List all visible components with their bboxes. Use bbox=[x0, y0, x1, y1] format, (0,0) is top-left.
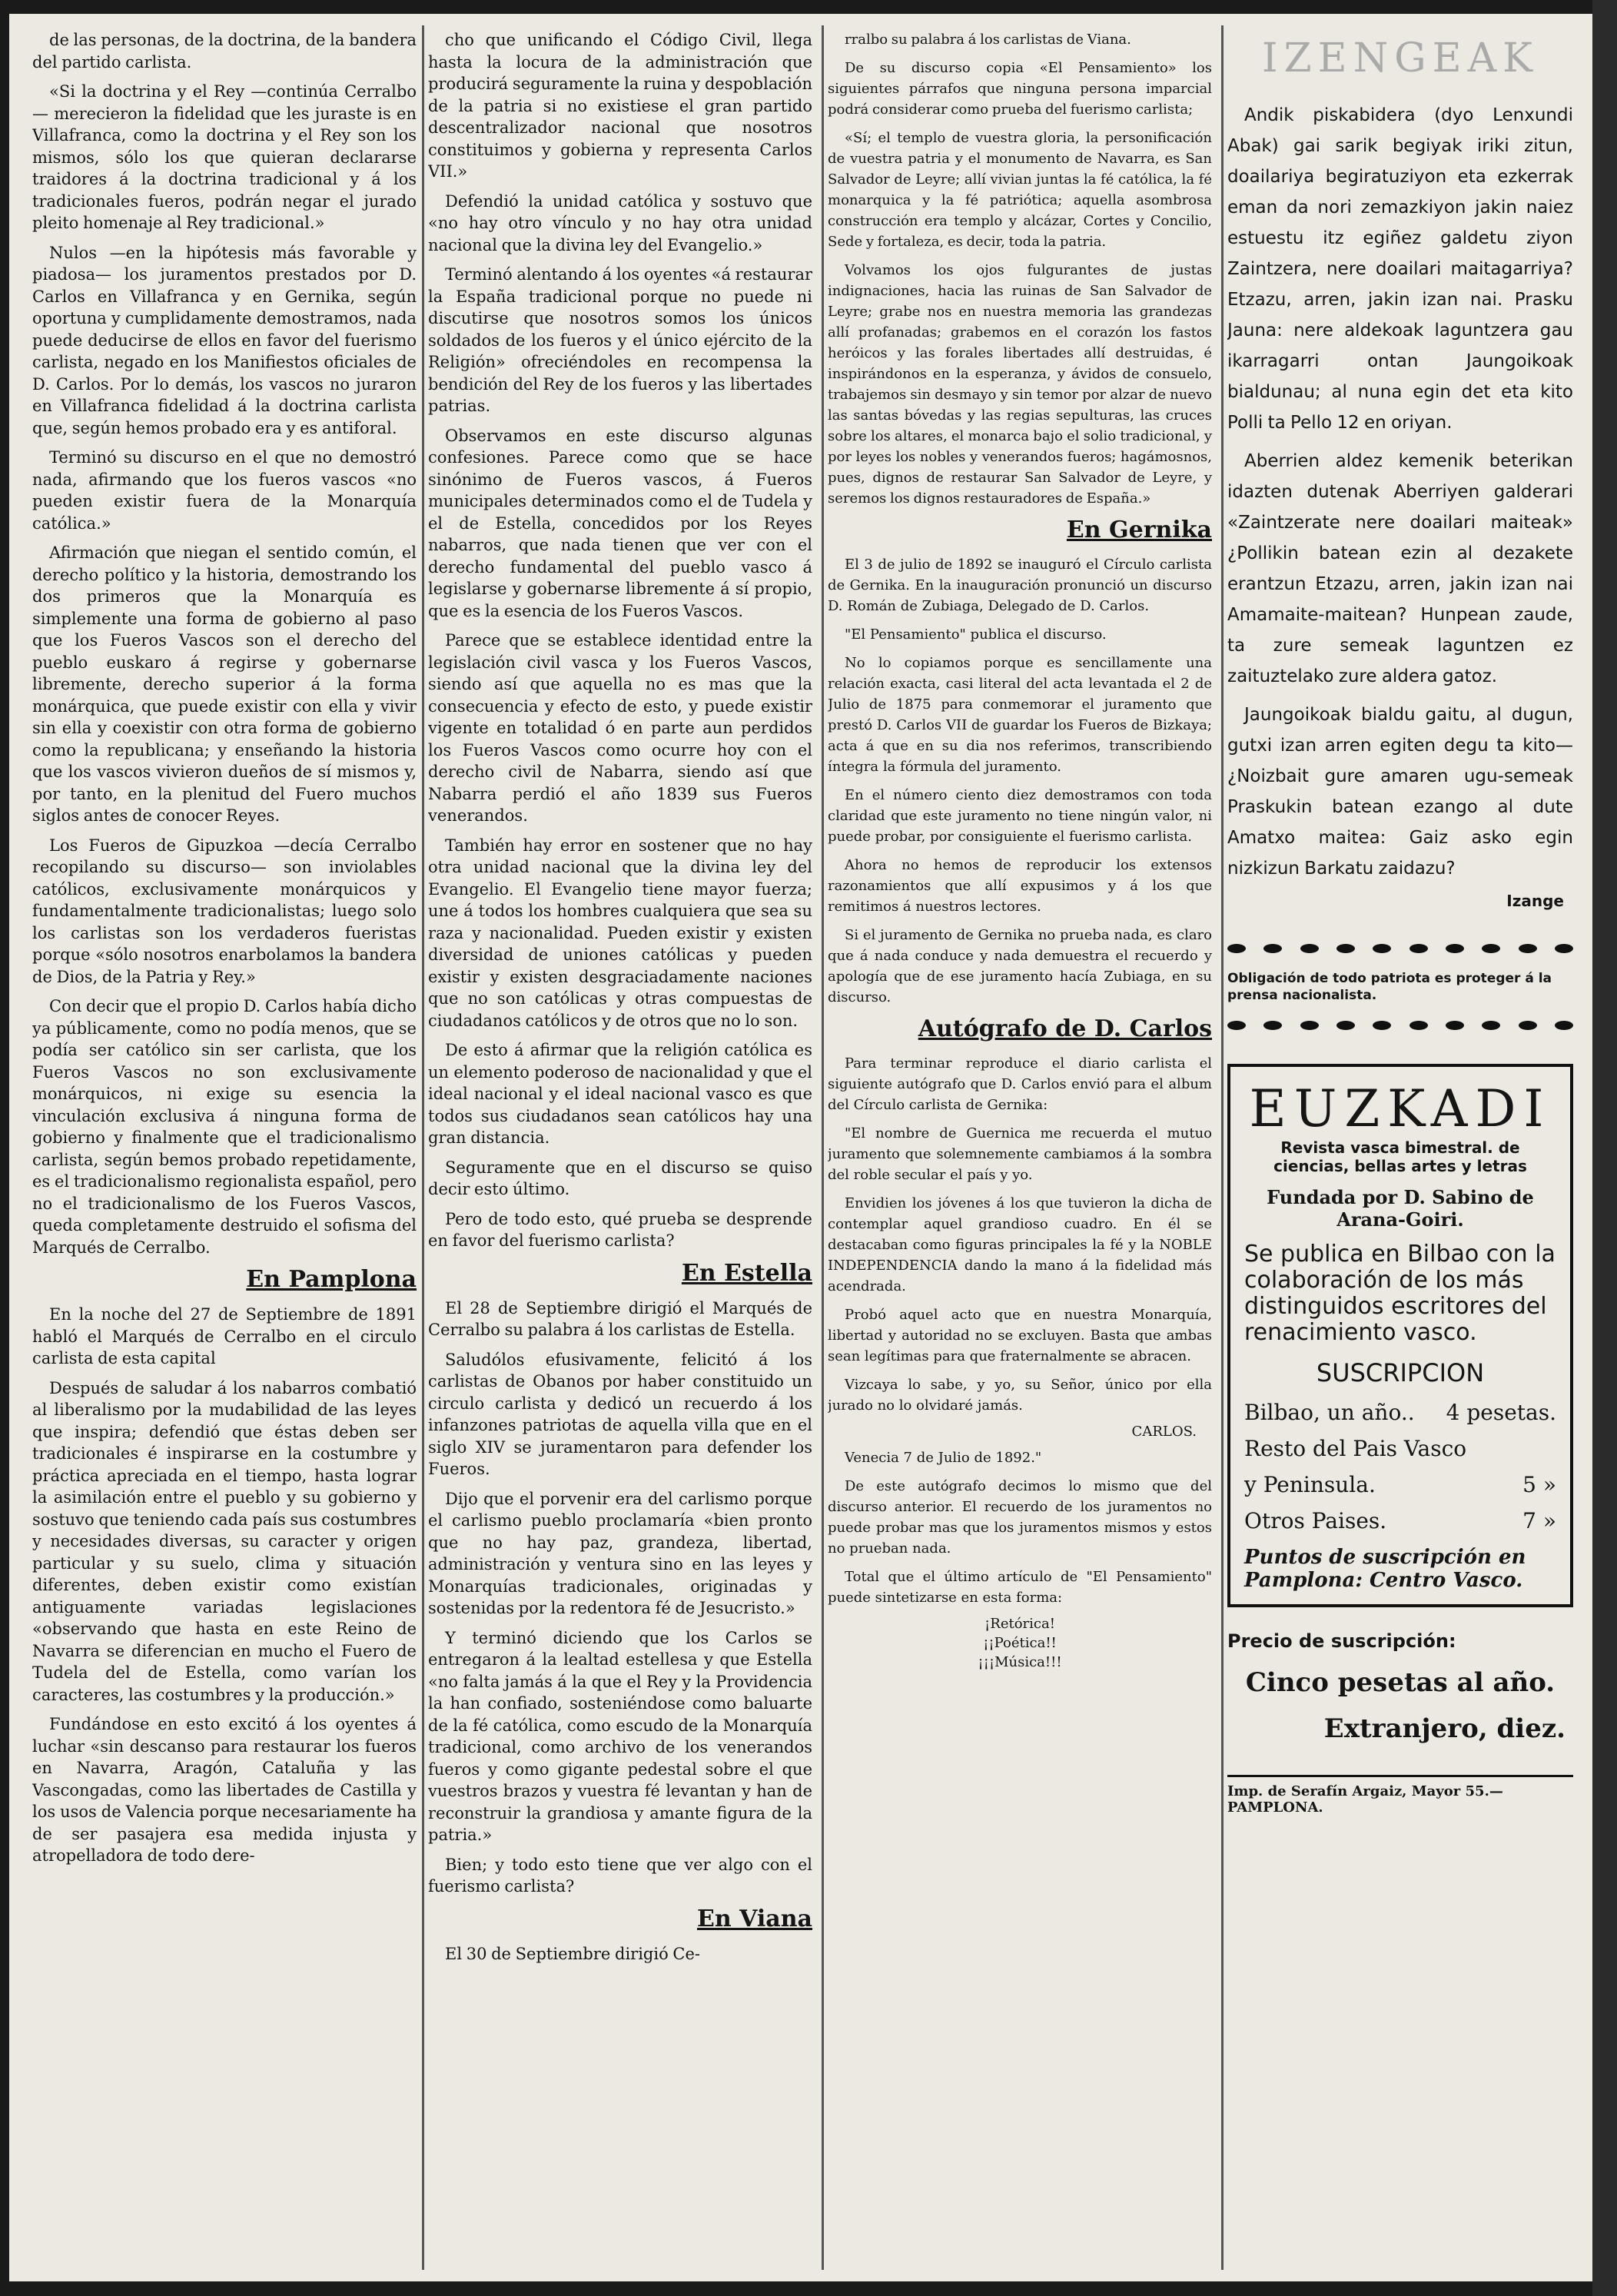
price-label: Bilbao, un año.. bbox=[1244, 1400, 1415, 1425]
price-line: Cinco pesetas al año. bbox=[1245, 1667, 1556, 1698]
ornament-divider bbox=[1227, 933, 1573, 964]
price-row bbox=[1244, 1400, 1556, 1425]
paragraph: Andik piskabidera (dyo Lenxundi Abak) gai sarik begiyak iriki zitun, doailariya begiratuziyon eta ezkerrak eman da nori zemazkiyon jakin naiez estuestu itz egiñez galdetu ziyon Zaintzera, nere doailari maitagarriya? Etzazu, arren, jakin izan nai. Prasku Jauna: nere aldekoak laguntzera gau ikarragarri ontan Jaungoikoak bialdunau; al nuna egin det eta kito Polli ta Pello 12 en oriyan. bbox=[1227, 105, 1573, 433]
column-rule bbox=[422, 25, 424, 2270]
paragraph: "El nombre de Guernica me recuerda el mutuo juramento que solemnemente cambiamos á la sombra del roble secular el país y yo. bbox=[828, 1125, 1212, 1183]
paragraph: El 30 de Septiembre dirigió Ce- bbox=[445, 1944, 700, 1963]
ad-description: Se publica en Bilbao con la colaboración de los más distinguidos escritores del renacimiento vasco. bbox=[1244, 1241, 1556, 1346]
paragraph: Terminó su discurso en el que no demostró nada, afirmando que los fueros vascos «no pueden existir fuera de la Monarquía católica.» bbox=[32, 448, 417, 533]
paragraph: «Si la doctrina y el Rey —continúa Cerralbo— merecieron la fidelidad que les juraste is en Villafranca, como la doctrina y el Rey son los mismos, sólo los que quieran declararse traidores á la doctrina tradicional y á los tradicionales fueros, podrán negar el jurado pleito homenaje al Rey tradicional.» bbox=[32, 82, 417, 232]
paragraph: No lo copiamos porque es sencillamente una relación exacta, casi literal del acta levantada el 2 de Julio de 1875 para conmemorar el juramento que prestó D. Carlos VII de guardar los Fueros de Bizkaya; acta á que en su dia nos referimos, transcribiendo íntegra la fórmula del juramento. bbox=[828, 655, 1212, 775]
column-1 bbox=[32, 29, 417, 2266]
paragraph: Nulos —en la hipótesis más favorable y piadosa— los juramentos prestados por D. Carlos en Villafranca y en Gernika, según oportuna y cumplidamente demostramos, nada puede deducirse de ellos en favor del fuerismo carlista, negado en los Manifiestos oficiales de D. Carlos. Por lo demás, los vascos no juraron en Villafranca fidelidad á la doctrina carlista que, según hemos probado era y es antiforal. bbox=[32, 243, 417, 437]
section-heading-estella: En Estella bbox=[681, 1259, 812, 1287]
paragraph: Aberrien aldez kemenik beterikan idazten dutenak Aberriyen galderari «Zaintzerate nere doailari maiteak» ¿Pollikin batean ezin al dezakete erantzun Etzazu, arren, jakin izan nai Amamaite-maitean? Hunpean zaude, ta zure semeak laguntzen ez zaituztelako zure aldera gatoz. bbox=[1227, 451, 1573, 686]
section-heading-pamplona: En Pamplona bbox=[246, 1266, 417, 1293]
ad-points: Puntos de suscripción en Pamplona: Centro Vasco. bbox=[1244, 1546, 1526, 1592]
ad-subscription-heading: SUSCRIPCION bbox=[1316, 1358, 1485, 1387]
paragraph: rralbo su palabra á los carlistas de Viana. bbox=[845, 32, 1131, 48]
column-rule bbox=[822, 25, 824, 2270]
section-heading-viana: En Viana bbox=[697, 1905, 812, 1932]
paragraph: Los Fueros de Gipuzkoa —decía Cerralbo recopilando su discurso— son inviolables católicos, exclusivamente monárquicos y fundamentalmente tradicionalistas; luego solo los carlistas son los verdaderos fueristas porque «sólo nosotros enarbolamos la bandera de Dios, de la Patria y Rey.» bbox=[32, 836, 417, 986]
column-masthead: IZENGEAK bbox=[1261, 35, 1539, 81]
column-rule bbox=[1221, 25, 1224, 2270]
paragraph: «Sí; el templo de vuestra gloria, la personificación de vuestra patria y el monumento de Navarra, es San Salvador de Leyre; allí vivian juntas la fé católica, la fé monarquica y la fé patriótica; aquella asombrosa construcción era templo y alcázar, Cortes y Concilio, Sede y fortaleza, es decir, toda la patria. bbox=[828, 130, 1212, 250]
paragraph: cho que unificando el Código Civil, llega hasta la locura de la administración que producirá seguramente la ruina y despoblación de la patria si no existiese el gran partido descentralizador nacional que nosotros constituimos y gobierna y representa Carlos VII.» bbox=[428, 31, 812, 181]
paragraph: Con decir que el propio D. Carlos había dicho ya públicamente, como no podía menos, que se podía ser católico sin ser carlista, que los Fueros Vascos no son exclusivamente monárquicos, ni exige su esencia la vinculación exclusiva á ninguna forma de gobierno y finalmente que el tradicionalismo carlista, según bemos probado repetidamente, es el tradicionalismo regionalista español, pero no el tradicionalismo de los Fueros Vascos, queda completamente destruido el sofisma del Marqués de Cerralbo. bbox=[32, 997, 417, 1257]
closing-line: ¡¡¡Música!!! bbox=[978, 1654, 1062, 1670]
price-row bbox=[1244, 1472, 1556, 1497]
page-edge bbox=[1592, 0, 1617, 2296]
dateline: Venecia 7 de Julio de 1892." bbox=[845, 1450, 1042, 1466]
closing-line: ¡¡Poética!! bbox=[983, 1635, 1057, 1651]
paragraph: de las personas, de la doctrina, de la bandera del partido carlista. bbox=[32, 31, 417, 71]
ad-title: EUZKADI bbox=[1249, 1079, 1552, 1138]
ad-founded: Fundada por D. Sabino de Arana-Goiri. bbox=[1267, 1186, 1534, 1231]
price-label: y Peninsula. bbox=[1244, 1472, 1376, 1497]
closing-line: ¡Retórica! bbox=[984, 1616, 1055, 1632]
paragraph: Si el juramento de Gernika no prueba nada, es claro que á nada conduce y nada demuestra el recuerdo y apología que de ese juramento hacía Zubiaga, en su discurso. bbox=[828, 927, 1212, 1005]
letter-signature: CARLOS. bbox=[1131, 1424, 1197, 1440]
price-value: 4 pesetas. bbox=[1446, 1400, 1556, 1425]
paragraph: Envidien los jóvenes á los que tuvieron la dicha de contemplar aquel grandioso cuadro. En él se destacaban como figuras principales la fé y la NOBLE INDEPENDENCIA dando la mano á la fidelidad más acendrada. bbox=[828, 1195, 1212, 1294]
paragraph: Observamos en este discurso algunas confesiones. Parece como que se hace sinónimo de Fueros vascos, á Fueros municipales determinados como el de Tudela y el de Estella, concedidos por los Reyes nabarros, que nada tienen que ver con el derecho fundamental del pueblo vasco á legislarse y gobernarse libremente á sí propio, que es la esencia de los Fueros Vascos. bbox=[428, 426, 812, 620]
paragraph: Volvamos los ojos fulgurantes de justas indignaciones, hacia las ruinas de San Salvador de Leyre; grabe nos en nuestra memoria las grandezas allí profanadas; grabemos en el corazón los fastos heróicos y las forales libertades allí destruidas, é inspirándonos en la esperanza, y ávidos de consuelo, trabajemos sin desmayo y sin temor por alzar de nuevo las santas bóvedas y las regias sepulturas, las cruces sobre los altares, el monarca bajo el solio tradicional, y por leyes los nobles y venerandos fueros; hagámosnos, pues, dignos de restaurar San Salvador de Leyre, y seremos los dignos restauradores de España.» bbox=[828, 262, 1212, 507]
section-heading-gernika: En Gernika bbox=[1066, 517, 1212, 543]
paragraph: Dijo que el porvenir era del carlismo porque el carlismo pueblo proclamaría «bien pronto que no hay paz, grandeza, libertad, administración y ventura sino en las leyes y Monarquías tradicionales, originadas y sostenidas por la redentora fé de Jesucristo.» bbox=[428, 1489, 812, 1617]
paragraph: De esto á afirmar que la religión católica es un elemento poderoso de nacionalidad y que el ideal nacional y el ideal nacional vasco es que todos sus ciudadanos sean católicos hay una gran distancia. bbox=[428, 1041, 812, 1147]
paragraph: "El Pensamiento" publica el discurso. bbox=[845, 626, 1107, 643]
paragraph: Para terminar reproduce el diario carlista el siguiente autógrafo que D. Carlos envió para el album del Círculo carlista de Gernika: bbox=[828, 1055, 1212, 1113]
newspaper-page bbox=[9, 14, 1592, 2281]
paragraph: Pero de todo esto, qué prueba se desprende en favor del fuerismo carlista? bbox=[428, 1209, 812, 1250]
euzkadi-advertisement bbox=[1227, 1064, 1573, 1607]
paragraph: El 3 de julio de 1892 se inauguró el Círculo carlista de Gernika. En la inauguración pronunció un discurso D. Román de Zubiaga, Delegado de D. Carlos. bbox=[828, 557, 1212, 614]
ad-subtitle: Revista vasca bimestral. de ciencias, bellas artes y letras bbox=[1273, 1138, 1527, 1175]
price-line: Extranjero, diez. bbox=[1323, 1713, 1566, 1744]
ornament-divider bbox=[1227, 1010, 1573, 1041]
paragraph: Probó aquel acto que en nuestra Monarquía, libertad y autoridad no se excluyen. Basta que ambas sean legítimas para que fraternalmente se abracen. bbox=[828, 1307, 1212, 1364]
paragraph: Afirmación que niegan el sentido común, el derecho político y la historia, demostrando los dos primeros que la Monarquía es simplemente una forma de gobierno al paso que los Fueros Vascos son el derecho del pueblo euskaro á regirse y gobernarse libremente, derecho superior á la forma monárquica, que puede existir con ella y vivir sin ella y coexistir con otra forma de gobierno como la republicana; y enseñando la historia que los vascos vivieron dueños de sí mismos y, por tanto, en la plenitud del Fuero muchos siglos antes de conocer Reyes. bbox=[32, 543, 417, 825]
imprint: Imp. de Serafín Argaiz, Mayor 55.—PAMPLONA. bbox=[1227, 1775, 1573, 1816]
paragraph: Vizcaya lo sabe, y yo, su Señor, único por ella jurado no lo olvidaré jamás. bbox=[828, 1377, 1212, 1414]
section-heading-autografo: Autógrafo de D. Carlos bbox=[918, 1015, 1212, 1042]
paragraph: El 28 de Septiembre dirigió el Marqués de Cerralbo su palabra á los carlistas de Estella. bbox=[428, 1298, 812, 1339]
paragraph: En la noche del 27 de Septiembre de 1891 habló el Marqués de Cerralbo en el circulo carlista de esta capital bbox=[32, 1305, 417, 1367]
price-row bbox=[1244, 1508, 1556, 1533]
price-title: Precio de suscripción: bbox=[1227, 1630, 1456, 1652]
press-notice: Obligación de todo patriota es proteger á la prensa nacionalista. bbox=[1227, 971, 1552, 1003]
paragraph: Después de saludar á los nabarros combatió al liberalismo por la mudabilidad de las leyes que inspira; defendió que éstas deben ser tradicionales é inspirarse en la costumbre y práctica apreciada en el tiempo, hasta lograr la asimilación entre el pueblo y su gobierno y sostuvo que teniendo cada país sus costumbres y necesidades diversas, su caracter y origen particular y su suelo, clima y situación diferentes, deben existir como existían antiguamente variadas legislaciones «observando que hasta en este Reino de Navarra se diferencian en mucho el Fuero de Tudela del de Estella, como varían los caracteres, las costumbres y la producción.» bbox=[32, 1378, 417, 1704]
author-signature: Izange bbox=[1506, 892, 1564, 910]
price-label: Resto del Pais Vasco bbox=[1244, 1436, 1467, 1461]
paragraph: Bien; y todo esto tiene que ver algo con el fuerismo carlista? bbox=[428, 1855, 812, 1896]
paragraph: Saludólos efusivamente, felicitó á los carlistas de Obanos por haber constituido un circulo carlista y dedicó un recuerdo á los infanzones patriotas de aquella villa que en el siglo XIV se juramentaron para defender los Fueros. bbox=[428, 1350, 812, 1478]
price-label: Otros Paises. bbox=[1244, 1508, 1387, 1533]
paragraph: De su discurso copia «El Pensamiento» los siguientes párrafos que ninguna persona imparcial podrá considerar como prueba del fuerismo carlista; bbox=[828, 60, 1212, 118]
paragraph: De este autógrafo decimos lo mismo que del discurso anterior. El recuerdo de los juramentos no puede probar mas que los juramentos mismos y estos no prueban nada. bbox=[828, 1478, 1212, 1557]
price-value: 7 » bbox=[1522, 1508, 1556, 1533]
paragraph: Fundándose en esto excitó á los oyentes á luchar «sin descanso para restaurar los fueros en Navarra, Aragón, Cataluña y las Vascongadas, como las libertades de Castilla y los usos de Valencia porque necesariamente ha de ser pasajera esa medida injusta y atropelladora de todo dere- bbox=[32, 1715, 417, 1865]
column-3 bbox=[828, 29, 1212, 2266]
paragraph: En el número ciento diez demostramos con toda claridad que este juramento no tiene ningún valor, ni puede probar, por consiguiente el fuerismo carlista. bbox=[828, 787, 1212, 845]
paragraph: Jaungoikoak bialdu gaitu, al dugun, gutxi izan arren egiten degu ta kito—¿Noizbait gure amaren ugu-semeak Praskukin batean ezango al dute Amatxo maitea: Gaiz asko egin nizkizun Barkatu zaidazu? bbox=[1227, 705, 1573, 879]
column-2 bbox=[428, 29, 812, 2266]
paragraph: Ahora no hemos de reproducir los extensos razonamientos que allí expusimos y á los que remitimos á nuestros lectores. bbox=[828, 857, 1212, 915]
paragraph: Parece que se establece identidad entre la legislación civil vasca y los Fueros Vascos, siendo así que aquella no es mas que la consecuencia y efecto de esto, y puede existir vigente en totalidad ó en parte aun perdidos los Fueros Vascos como ocurre hoy con el derecho civil de Nabarra, siendo así que Nabarra perdió el año 1839 sus Fueros venerandos. bbox=[428, 631, 812, 825]
price-value: 5 » bbox=[1522, 1472, 1556, 1497]
column-4 bbox=[1227, 29, 1573, 2266]
paragraph: Y terminó diciendo que los Carlos se entregaron á la lealtad estellesa y que Estella «no falta jamás á la que el Rey y la Providencia la han confiado, sosteniéndose como baluarte de la fé católica, como escudo de la Monarquía tradicional, como archivo de los venerandos fueros y como gigante pedestal sobre el que vuestros brazos y vuestra fé levantan y han de reconstruir la grandiosa y amante figura de la patria.» bbox=[428, 1628, 812, 1844]
paragraph: Seguramente que en el discurso se quiso decir esto último. bbox=[428, 1158, 812, 1198]
paragraph: Defendió la unidad católica y sostuvo que «no hay otro vínculo y no hay otra unidad nacional que la divina ley del Evangelio.» bbox=[428, 191, 812, 254]
price-row bbox=[1244, 1436, 1556, 1461]
paragraph: Total que el último artículo de "El Pensamiento" puede sintetizarse en esta forma: bbox=[828, 1569, 1212, 1606]
paragraph: También hay error en sostener que no hay otra unidad nacional que la divina ley del Evangelio. El Evangelio tiene mayor fuerza; une á todos los hombres cualquiera que sea su raza y nacionalidad. Pueden existir y existen diversidad de uniones católicas y pueden existir y existen desgraciadamente naciones que no son católicas y otras compuestas de ciudadanos católicos y de otros que no lo son. bbox=[428, 836, 812, 1030]
paragraph: Terminó alentando á los oyentes «á restaurar la España tradicional porque no puede ni discutirse que nosotros somos los únicos soldados de los fueros y el único ejército de la Religión» ofreciéndoles en recompensa la bendición del Rey de los fueros y las libertades patrias. bbox=[428, 265, 812, 415]
